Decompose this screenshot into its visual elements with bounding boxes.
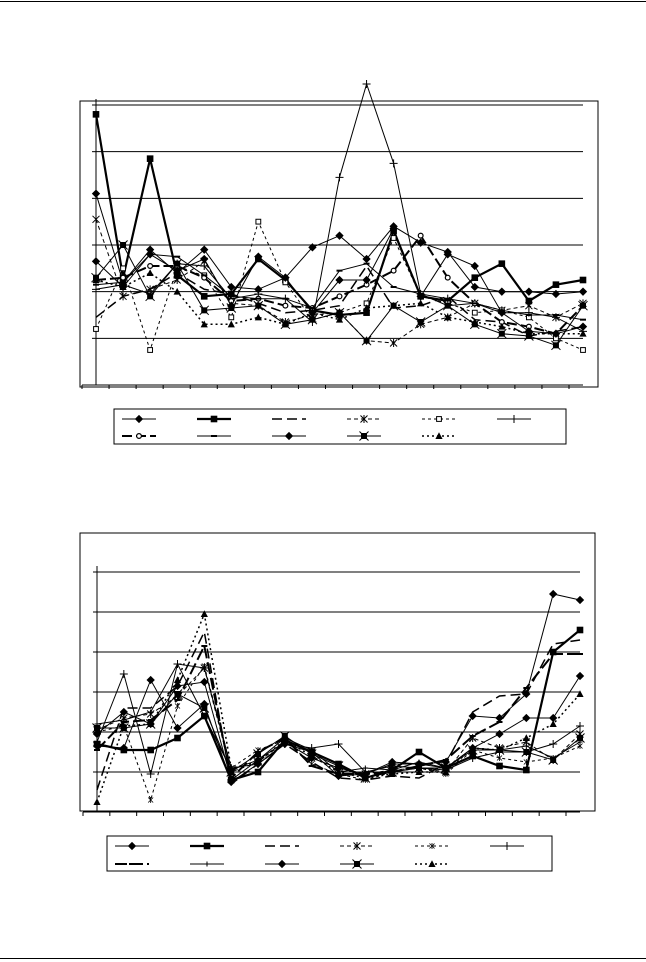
series-2-point bbox=[471, 274, 478, 281]
series-2-point bbox=[147, 155, 154, 162]
series-5-point bbox=[121, 266, 126, 271]
legend bbox=[114, 409, 566, 444]
series-2-point bbox=[496, 763, 503, 770]
chart-1 bbox=[80, 80, 598, 444]
series-7-point bbox=[391, 268, 396, 273]
bottom-page-rule bbox=[0, 958, 646, 959]
chart-frame bbox=[80, 101, 598, 387]
chart-2 bbox=[80, 533, 595, 871]
series-7-point bbox=[121, 275, 126, 280]
series-2-point bbox=[174, 735, 181, 742]
series-2-point bbox=[121, 747, 128, 754]
series-2-point bbox=[93, 111, 100, 118]
series-7-point bbox=[283, 303, 288, 308]
series-2-point bbox=[577, 627, 584, 634]
series-5-point bbox=[391, 236, 396, 241]
series-2-point bbox=[553, 281, 560, 288]
series-5-point bbox=[472, 310, 477, 315]
series-7-point bbox=[445, 275, 450, 280]
series-5-point bbox=[94, 327, 99, 332]
legend-swatch-marker bbox=[204, 843, 211, 850]
legend-swatch-marker bbox=[437, 417, 442, 422]
series-2-point bbox=[416, 749, 423, 756]
series-2-point bbox=[523, 767, 530, 774]
series-5-point bbox=[148, 348, 153, 353]
series-7-point bbox=[418, 233, 423, 238]
series-6-point bbox=[363, 80, 371, 88]
legend-swatch-marker bbox=[137, 434, 142, 439]
series-7-point bbox=[148, 264, 153, 269]
series-7-point bbox=[337, 294, 342, 299]
series-2-point bbox=[201, 293, 208, 300]
series-5-point bbox=[256, 219, 261, 224]
series-2-point bbox=[255, 769, 262, 776]
series-5-point bbox=[229, 315, 234, 320]
series-2-point bbox=[580, 277, 587, 284]
legend-swatch-marker bbox=[211, 416, 218, 423]
series-2-point bbox=[499, 260, 506, 267]
series-5-point bbox=[581, 348, 586, 353]
legend bbox=[107, 836, 552, 871]
legend-box bbox=[107, 836, 552, 871]
legend-box bbox=[114, 409, 566, 444]
series-2-point bbox=[147, 747, 154, 754]
